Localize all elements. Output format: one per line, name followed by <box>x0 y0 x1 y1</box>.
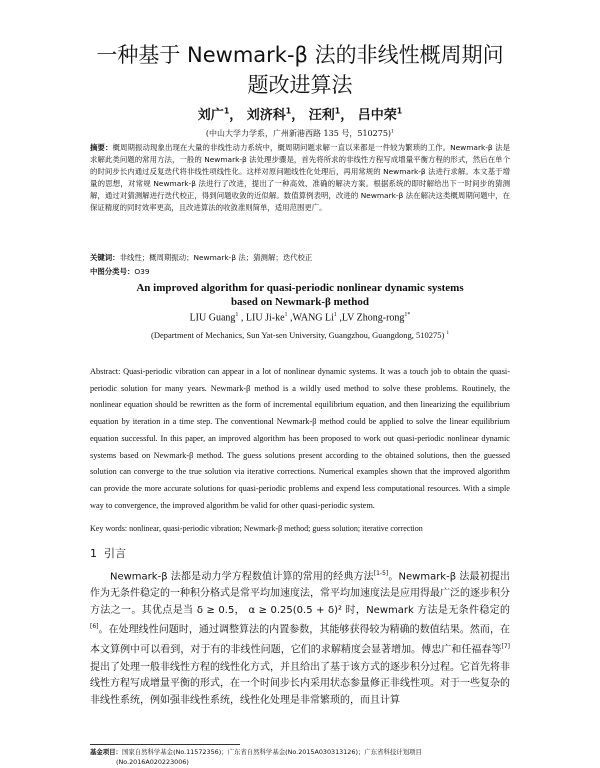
author-name: 吕中荣 <box>357 108 397 123</box>
classification-number: 中图分类号：O39 <box>90 267 150 276</box>
author-name: 汪利 <box>308 108 335 123</box>
footnote-rule <box>90 744 240 745</box>
author-name: 刘广 <box>197 108 224 123</box>
english-abstract-text: Quasi-periodic vibration can appear in a lot of nonlinear dynamic systems. It was a touch job to obtain the quasi-periodic solution for many years. Newmark-β method is a wildly used method to solve these problems. Routinely, the nonlinear equation should be rewritten as the form of incremental equilibrium equation, and then linearizing the equilibrium equation by iteration in a time step. The conventional Newmark-β method could be applied to solve the linear equilibrium equation successful. In this paper, an improved algorithm has been proposed to work out quasi-periodic nonlinear dynamic systems based on Newmark-β method. The guess solutions present according to the obtained solutions, then the guessed solution can converge to the true solution via iterative corrections. Numerical examples shown that the improved algorithm can provide the more accurate solutions for quasi-periodic problems and expend less computational resources. With a simple way to convergence, the improved algorithm be valid for other quasi-periodic system. <box>90 367 510 510</box>
chinese-title-line1: 一种基于 Newmark-β 法的非线性概周期问 <box>96 43 504 67</box>
chinese-authors: 刘广$^1$， 刘济科$^1$， 汪利$^1$， 吕中荣$^1$ <box>197 106 403 123</box>
section-heading: 1 引言 <box>90 547 126 560</box>
chinese-abstract-text: 概周期振动现象出现在大量的非线性动力系统中，概周期问题求解一直以来都是一件较为繁琐的工作。Newmark-β 法是求解此类问题的常用方法，一般的 Newmark-β 法处理步骤是，首先将所求的非线性方程写成增量平衡方程的形式，然后在单个的时间步长内通过反复迭代将非线性项线性化。这样对原问题线性化处理后，再用常规的 Newmark-β 法进行求解。本文基于增量的思想，对常规 Newmark-β 法进行了改进，提出了一种高效、准确的解决方案。根据系统的即时解给出下一时间步的猜测解，通过对猜测解进行迭代校正，得到问题收敛的近似解。数值算例表明，改进的 Newmark-β 法在解决这类概周期问题中，在保证精度的同时效率更高，且改进算法的收敛准则简单，适用范围更广。 <box>90 143 510 212</box>
chinese-abstract-label: 摘要： <box>90 143 113 152</box>
english-keywords: Key words: nonlinear, quasi-periodic vibration; Newmark-β method; guess solution; iterative correction <box>90 524 423 533</box>
citation: [7] <box>501 643 510 651</box>
chinese-keywords: 关键词：非线性；概周期振动；Newmark-β 法；猜测解；迭代校正 <box>90 253 313 262</box>
chinese-title <box>60 40 540 100</box>
author-name: 刘济科 <box>246 108 286 123</box>
english-affiliation: (Department of Mechanics, Sun Yat-sen University, Guangzhou, Guangdong, 510275) $^1$ <box>150 330 450 340</box>
chinese-affiliation: (中山大学力学系，广州新港西路 135 号，510275)$^1$ <box>205 129 395 138</box>
citation: [1-5] <box>373 570 389 577</box>
citation: [6] <box>90 623 99 631</box>
english-title: An improved algorithm for quasi-periodic nonlinear dynamic systems based on Newmark-β method <box>136 282 464 308</box>
footnote: 基金项目：国家自然科学基金(No.11572356)；广东省自然科学基金(No.2015A030313126)；广东省科技计划项目 (No.2016A020223006) <box>90 748 422 766</box>
chinese-title-line2: 题改进算法 <box>247 73 353 97</box>
chinese-abstract <box>90 142 510 214</box>
english-abstract <box>90 364 510 514</box>
body-text <box>90 566 510 710</box>
paragraph: Newmark-β 法都是动力学方程数值计算的常用的经典方法[1-5]。Newmark-β 法最初提出作为无条件稳定的一种积分格式是常平均加速度法，常平均加速度法是应用得最广泛的逐步积分方法之一。其优点是当 δ ≥ 0.5， α ≥ 0.25(0.5 + δ)² 时，Newmark 方法是无条件稳定的[6]。在处理线性问题时，通过调整算法的内置参数，其能够获得较为精确的数值结果。然而，在本文算例中可以看到，对于有的非线性问题，它们的求解精度会显著增加。傅忠广和任福春等[7]提出了处理一般非线性方程的线性化方式，并且给出了基于该方式的逐步积分过程。它首先将非线性方程写成增量平衡的形式，在一个时间步长内采用状态参量修正非线性项。对于一些复杂的非线性系统，例如强非线性系统，线性化处理是非常繁琐的，而且计算 <box>90 570 510 706</box>
english-abstract-label: Abstract: <box>90 367 121 376</box>
english-authors: LIU Guang$^1$ , LIU $Ji-ke^1$ ,WANG Li$^1$ ,LV Zhong-rong$^{1*}$ <box>189 312 411 324</box>
